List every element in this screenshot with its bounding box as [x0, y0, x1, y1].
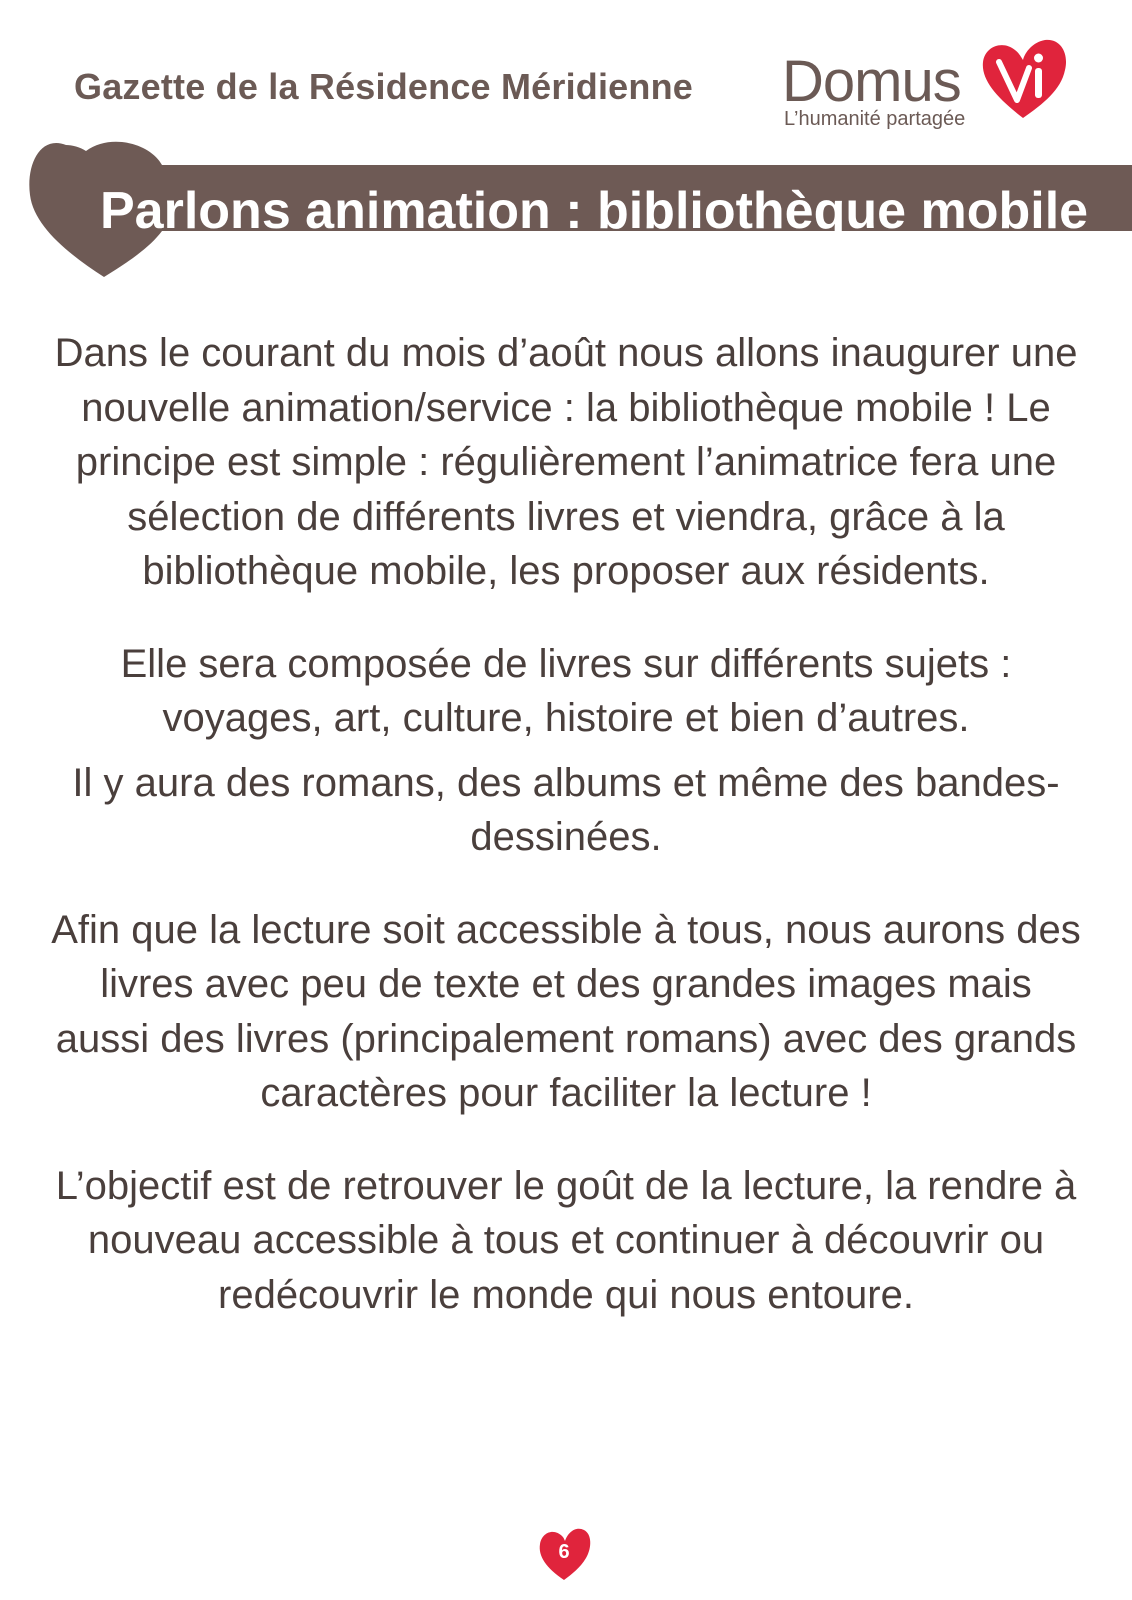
gazette-title: Gazette de la Résidence Méridienne [74, 66, 694, 107]
page-number-badge [536, 1526, 592, 1582]
section-banner [0, 135, 1132, 285]
paragraph-objective: L’objectif est de retrouver le goût de la lecture, la rendre à nouveau accessible à tous et continuer à découvrir ou redécouvrir le monde qui nous entoure. [55, 1163, 1077, 1317]
paragraph-subjects: Elle sera composée de livres sur différents sujets : voyages, art, culture, histoire et bien d’autres. [120, 641, 1012, 740]
logo-word: Domus [782, 49, 961, 114]
paragraph-intro: Dans le courant du mois d’août nous allons inaugurer une nouvelle animation/service : la bibliothèque mobile ! Le principe est simple : régulièrement l’animatrice fera une sélection de différents livres et viendra, grâce à la bibliothèque mobile, les proposer aux résidents. [54, 331, 1078, 593]
article-body [50, 326, 1082, 1322]
domusvi-logo [782, 38, 1082, 138]
page-number: 6 [558, 1541, 570, 1563]
paragraph-accessibility: Afin que la lecture soit accessible à tous, nous aurons des livres avec peu de texte et des grandes images mais aussi des livres (principalement romans) avec des grands caractères pour faciliter la lecture ! [51, 907, 1081, 1115]
section-title: Parlons animation : bibliothèque mobile [100, 182, 1089, 240]
heart-logo-icon [977, 38, 1069, 122]
logo-tagline: L’humanité partagée [784, 108, 966, 130]
paragraph-formats: Il y aura des romans, des albums et même des bandes-dessinées. [72, 760, 1060, 859]
